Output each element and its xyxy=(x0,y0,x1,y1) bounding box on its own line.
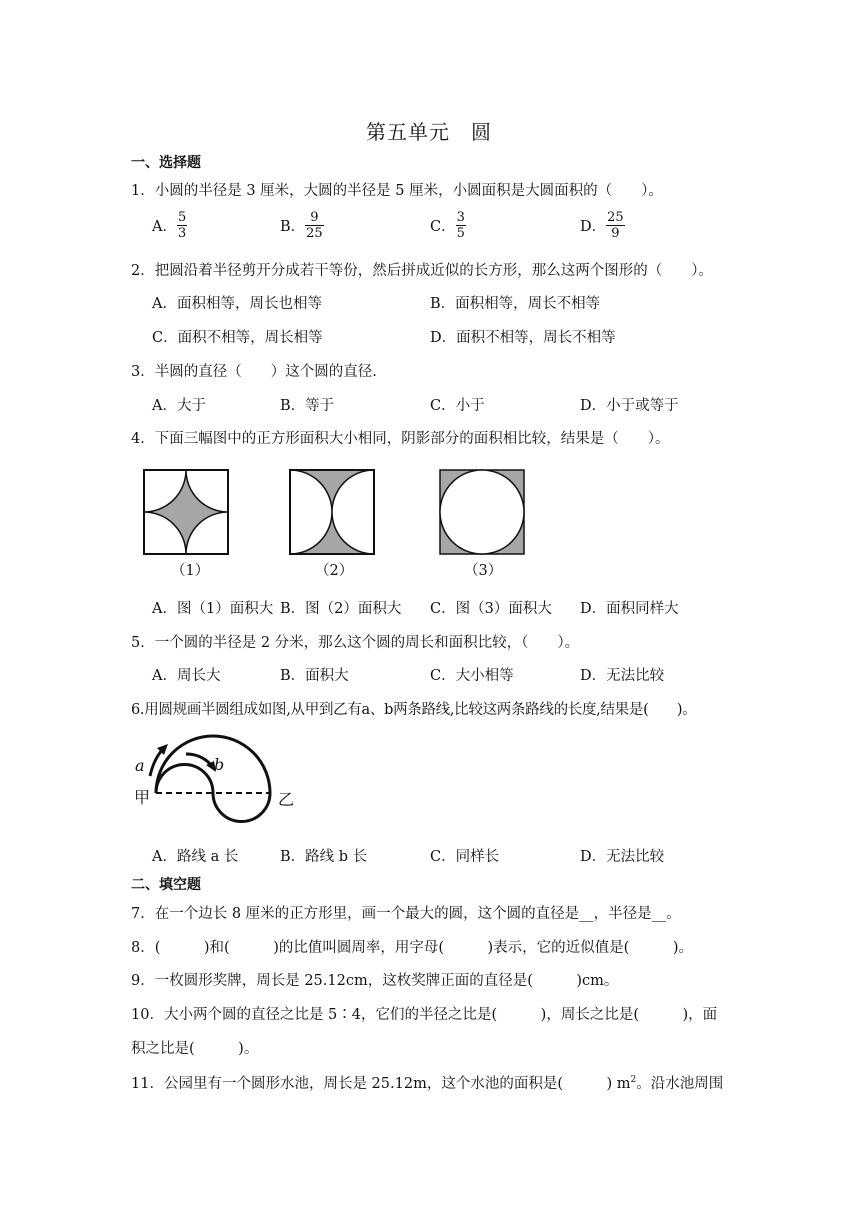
question-4-text: 4．下面三幅图中的正方形面积大小相同，阴影部分的面积相比较，结果是（ ）。 xyxy=(131,431,670,447)
q2-option-c: C．面积不相等，周长相等 xyxy=(152,330,323,346)
denominator: 3 xyxy=(177,226,187,241)
q4-figure-1-label: （1） xyxy=(171,563,210,579)
q1-option-d-fraction xyxy=(606,210,625,241)
question-3-text: 3．半圆的直径（ ）这个圆的直径. xyxy=(131,364,377,380)
q1-option-d-label: D． xyxy=(580,219,607,235)
denominator: 9 xyxy=(611,226,620,241)
q4-option-d: D．面积同样大 xyxy=(580,601,679,617)
q6-route-figure xyxy=(128,732,308,832)
q3-option-b: B．等于 xyxy=(280,398,335,414)
q1-option-a xyxy=(152,210,187,241)
q11-text-before: 11．公园里有一个圆形水池，周长是 25.12m，这个水池的面积是( ) m xyxy=(131,1076,631,1092)
q3-option-a: A．大于 xyxy=(152,398,206,414)
question-1-text: 1．小圆的半径是 3 厘米，大圆的半径是 5 厘米，小圆面积是大圆面积的（ ）。 xyxy=(131,183,663,199)
q1-option-d xyxy=(580,210,625,241)
q6-option-d: D．无法比较 xyxy=(580,849,665,865)
numerator: 5 xyxy=(177,210,187,225)
numerator: 3 xyxy=(456,210,465,225)
question-10-line-1: 10．大小两个圆的直径之比是 5∶4，它们的半径之比是( )，周长之比是( )，面 xyxy=(131,1007,718,1023)
q3-option-d: D．小于或等于 xyxy=(580,398,679,414)
q1-option-b xyxy=(280,210,324,241)
q6-option-a: A．路线 a 长 xyxy=(152,849,239,865)
denominator: 5 xyxy=(456,226,465,241)
denominator: 25 xyxy=(306,226,323,241)
q4-figure-2-label: （2） xyxy=(315,563,354,579)
q11-unit-exponent: 2 xyxy=(630,1075,637,1086)
q1-option-c xyxy=(430,210,466,241)
q4-option-b: B．图（2）面积大 xyxy=(280,601,402,617)
question-8-text: 8．( )和( )的比值叫圆周率，用字母( )表示，它的近似值是( )。 xyxy=(131,940,693,956)
q11-text-after: 。沿水池周围 xyxy=(636,1076,724,1092)
page-title: 第五单元 圆 xyxy=(366,120,492,144)
q4-figure-3 xyxy=(439,469,525,555)
q4-figure-2 xyxy=(289,469,375,555)
question-6-text: 6.用圆规画半圆组成如图,从甲到乙有a、b两条路线,比较这两条路线的长度,结果是( )。 xyxy=(131,702,697,718)
q5-option-a: A．周长大 xyxy=(152,668,221,684)
question-9-text: 9．一枚圆形奖牌，周长是 25.12cm，这枚奖牌正面的直径是( )cm。 xyxy=(131,973,619,989)
question-2-text: 2．把圆沿着半径剪开分成若干等份，然后拼成近似的长方形，那么这两个图形的（ ）。 xyxy=(131,263,713,279)
question-5-text: 5．一个圆的半径是 2 分米，那么这个圆的周长和面积比较，（ ）。 xyxy=(131,635,580,651)
q1-option-c-fraction xyxy=(456,210,466,241)
q6-option-c: C．同样长 xyxy=(430,849,500,865)
q1-option-b-fraction xyxy=(305,210,324,241)
q6-option-b: B．路线 b 长 xyxy=(280,849,368,865)
numerator: 9 xyxy=(305,210,324,226)
question-10-line-2: 积之比是( )。 xyxy=(131,1041,259,1057)
q5-option-b: B．面积大 xyxy=(280,668,349,684)
q4-option-c: C．图（3）面积大 xyxy=(430,601,552,617)
q6-label-start: 甲 xyxy=(134,788,151,807)
q6-label-a: a xyxy=(135,756,145,775)
q1-option-b-label: B． xyxy=(280,219,306,235)
q3-option-c: C．小于 xyxy=(430,398,485,414)
q6-label-end: 乙 xyxy=(278,790,295,809)
q5-option-c: C．大小相等 xyxy=(430,668,514,684)
q4-figure-3-label: （3） xyxy=(464,563,503,579)
numerator: 25 xyxy=(607,210,624,225)
question-7-text: 7．在一个边长 8 厘米的正方形里，画一个最大的圆，这个圆的直径是__，半径是__。 xyxy=(131,906,681,922)
q2-option-a: A．面积相等，周长也相等 xyxy=(152,296,322,312)
q2-option-b: B．面积相等，周长不相等 xyxy=(430,296,601,312)
q1-option-c-label: C． xyxy=(430,219,456,235)
q4-figure-1 xyxy=(143,469,229,555)
section-heading-fill: 二、填空题 xyxy=(131,877,201,893)
q1-option-a-label: A． xyxy=(152,219,177,235)
q1-option-a-fraction xyxy=(177,210,187,241)
q2-option-d: D．面积不相等，周长不相等 xyxy=(430,330,616,346)
q5-option-d: D．无法比较 xyxy=(580,668,665,684)
section-heading-choice: 一、选择题 xyxy=(131,155,201,171)
question-11-text xyxy=(131,1072,723,1093)
q6-label-b: b xyxy=(214,755,225,774)
q4-option-a: A．图（1）面积大 xyxy=(152,601,274,617)
